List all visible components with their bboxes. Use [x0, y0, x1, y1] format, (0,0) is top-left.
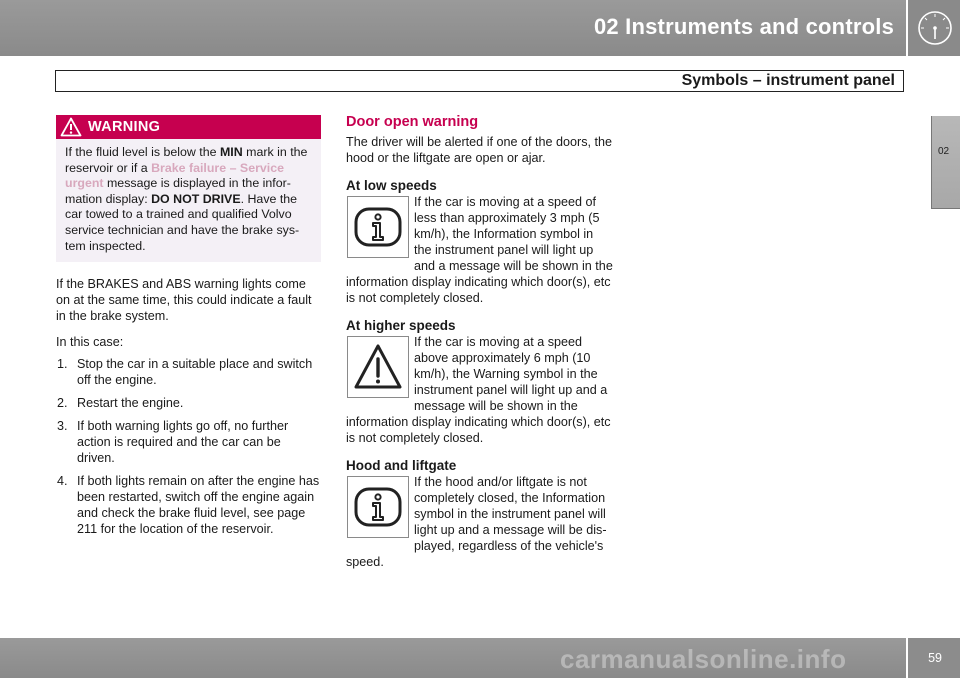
- warning-box: [56, 115, 321, 262]
- door-open-warning-title: Door open warning: [346, 114, 479, 130]
- list-item-number: 2.: [57, 396, 68, 411]
- hood-liftgate-heading: Hood and liftgate: [346, 458, 457, 473]
- list-item: [56, 418, 321, 466]
- min-mark-label: MIN: [219, 145, 243, 159]
- info-symbol-frame: [347, 476, 409, 538]
- brake-failure-message: Brake failure – Service urgent: [65, 160, 285, 191]
- warning-heading-bar: [56, 115, 321, 139]
- chapter-tab-label: 02: [938, 146, 950, 157]
- list-item-text: Stop the car in a suitable place and switch off the engine.: [77, 357, 313, 388]
- list-item: [56, 473, 321, 537]
- higher-speeds-text-cont: information display indicating which door(s), etc is not completely closed.: [346, 415, 611, 445]
- low-speeds-text-cont: information display indicating which door(s), etc is not completely closed.: [346, 275, 611, 305]
- list-item-number: 1.: [57, 357, 68, 372]
- info-symbol-frame: [347, 196, 409, 258]
- warning-symbol-icon: [348, 337, 408, 397]
- list-item-text: If both lights remain on after the engine has been restarted, switch off the engine again and check the brake fluid level, see page 211 for the location of the reservoir.: [77, 474, 320, 537]
- warning-text-part: mark in the reservoir or if a: [65, 145, 308, 175]
- in-this-case-label: In this case:: [56, 335, 124, 350]
- higher-speeds-block: [346, 334, 614, 414]
- middle-column: [346, 114, 614, 570]
- warning-text: [56, 139, 321, 254]
- do-not-drive-message: DO NOT DRIVE: [151, 191, 241, 206]
- low-speeds-block: [346, 194, 614, 274]
- higher-speeds-text: If the car is moving at a speed above approximately 6 mph (10 km/h), the Warning symbol in the instrument panel will light up and a message will be shown in the: [414, 335, 608, 413]
- warning-triangle-icon: [60, 117, 82, 137]
- hood-liftgate-text: If the hood and/or liftgate is not completely closed, the Information symbol in the instrument panel will light up and a message will be dis-played, regardless of the vehicle's: [414, 475, 607, 553]
- low-speeds-heading: At low speeds: [346, 178, 437, 193]
- information-symbol-icon: [348, 197, 408, 257]
- page-number: 59: [928, 651, 942, 665]
- list-item: [56, 356, 321, 388]
- list-item: [56, 395, 321, 411]
- speedometer-gauge-icon: [917, 10, 953, 46]
- warning-symbol-frame: [347, 336, 409, 398]
- chapter-tab: [931, 116, 960, 209]
- chapter-title: 02 Instruments and controls: [593, 14, 894, 39]
- section-title: Symbols – instrument panel: [681, 72, 895, 89]
- gauge-badge: [906, 0, 960, 56]
- left-column: [56, 115, 321, 544]
- list-item-number: 3.: [57, 419, 68, 434]
- information-symbol-icon: [348, 477, 408, 537]
- list-item-number: 4.: [57, 474, 68, 489]
- higher-speeds-heading: At higher speeds: [346, 318, 456, 333]
- hood-liftgate-text-cont: speed.: [346, 555, 384, 569]
- section-title-bar: [55, 70, 904, 92]
- list-item-text: If both warning lights go off, no further action is required and the car can be driven.: [77, 419, 289, 466]
- procedure-list: [56, 356, 321, 537]
- low-speeds-text: If the car is moving at a speed of less than approximately 3 mph (5 km/h), the Information symbol in the instrument panel will light up and a message will be shown in the: [414, 195, 613, 273]
- warning-heading: WARNING: [88, 119, 161, 135]
- brakes-abs-paragraph: If the BRAKES and ABS warning lights come on at the same time, this could indicate a fault in the brake system.: [56, 277, 312, 324]
- header-bar: [0, 0, 960, 56]
- list-item-text: Restart the engine.: [77, 396, 184, 411]
- warning-text-part: . Have the car towed to a trained and qualified Volvo service technician and have the brake sys-tem inspected.: [65, 191, 300, 253]
- hood-liftgate-block: [346, 474, 614, 554]
- door-open-intro: The driver will be alerted if one of the doors, the hood or the liftgate are open or ajar.: [346, 135, 613, 165]
- warning-text-part: If the fluid level is below the: [65, 145, 220, 159]
- warning-text-part: message is displayed in the infor-mation display:: [65, 176, 291, 206]
- watermark: carmanualsonline.info: [560, 644, 847, 674]
